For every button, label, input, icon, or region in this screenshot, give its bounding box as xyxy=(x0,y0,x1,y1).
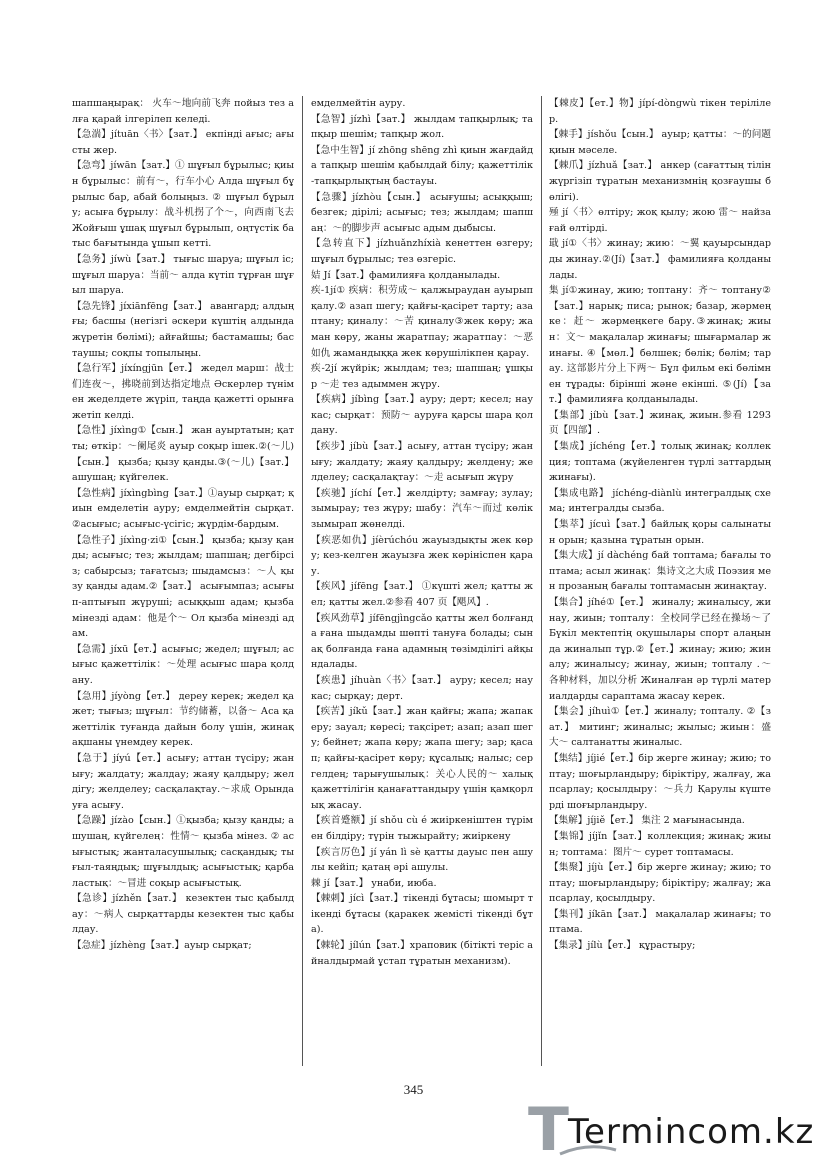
dictionary-entry: 【疾病】jíbìng【зат.】ауру; дерт; кесел; наукас; сырқат：预防～ ауруға қарсы шара қолдану. xyxy=(311,394,533,437)
dictionary-entry: 【集部】jíbù【зат.】жинақ, жиын.参看 1293 页【四部】. xyxy=(549,409,771,437)
dictionary-entry: 【急务】jíwù【зат.】 тығыс шаруа; шұғыл іс; шұғыл шаруа：当前～ алда күтіп тұрған шұғыл шаруа. xyxy=(72,253,294,297)
dictionary-entry: 【集录】jílù【ет.】 құрастыру; xyxy=(549,940,696,952)
logo-t-mark: T xyxy=(528,1095,569,1165)
dictionary-entry: 【急智】jízhì【зат.】 жылдам тапқырлық; тапқыр шешім; тапқыр жол. xyxy=(311,113,533,141)
dictionary-entry: 【急症】jízhèng【зат.】ауыр сырқат; xyxy=(72,940,252,952)
page-number: 345 xyxy=(403,1082,424,1097)
dictionary-entry: 【疾苦】jíkǔ【зат.】жан қайғы; жапа; жапакеру; зауал; көресі; тақсірет; азап; азап шегу; бейнет; жапа көру; жапа шегу; зар; қасап; қайғы-қасірет көру; құсалық; налыс; сергелдең; тарығушылық：关心人民的～ халық қажеттілігін қанағаттандыру үшін қамқорлық жасау. xyxy=(311,706,533,811)
dictionary-entry: 【集大成】jí dàchéng бай топтама; бағалы топтама; асыл жинақ：集诗文之大成 Поэзия мен прозаның бағалы топтамасын жинақтау. xyxy=(549,550,771,593)
dictionary-entry: 【急性病】jíxìngbìng【зат.】①ауыр сырқат; қиын емделетін ауру; емделмейтін сырқат.②асығыс; асығыс-үсігіс; жүрдім-бардым. xyxy=(72,487,294,531)
dictionary-entry: 【疾言厉色】jí yán lì sè қатты дауыс пен ашулы кейіп; қатаң әрі ашулы. xyxy=(311,846,533,874)
dictionary-entry: 【疾恶如仇】jíèrúchóu жауыздықты жек көру; кез-келген жауызға жек көрініспен қарау. xyxy=(311,534,533,577)
dictionary-page xyxy=(72,96,772,1066)
dictionary-entry: 【疾风】jífēng【зат.】 ①күшті жел; қатты жел; қатты жел.②参看 407 页【飓风】. xyxy=(311,581,533,608)
logo-swoosh-icon xyxy=(558,1140,618,1158)
dictionary-entry: 【棘爪】jízhuǎ【зат.】 анкер (сағаттың тілін жүргізіп тұратын механизмнің қозғаушы бөлігі). xyxy=(549,160,771,203)
dictionary-entry: 【集聚】jíjù【ет.】бір жерге жинау; жию; топтау; шоғырландыру; біріктіру; жалғау; жапсарлау, қосылдыру. xyxy=(549,862,771,905)
dictionary-entry: 【急转直下】jízhuǎnzhíxià кенеттен өзгеру; шұғыл бұрылыс; тез өзгеріс. xyxy=(311,238,533,265)
dictionary-entry: 【急弯】jíwān【зат.】① шұғыл бұрылыс; қиын бұрылыс：前有～，行车小心 Алда шұғыл бұрылыс бар, абай болыңыз. ② шұғыл бұрылу; асыға бұрылу：战斗机拐了个～，向西南飞去 Жойғыш ұшақ шұғыл бұрылып, оңтүстік батыс бағытында ұшып кетті. xyxy=(72,160,294,250)
logo-wordmark: Termincom.kz xyxy=(568,1112,815,1152)
dictionary-entry: 【集萃】jícuì【зат.】байлық қоры салынатын орын; қазына тұратын орын. xyxy=(549,519,771,546)
dictionary-entry: 集 jí①жинау, жию; топтану：齐～ топтану②【зат.】нарық; писа; рынок; базар, жәрмеңке：赶～ жәрмеңкеге бару.③жинақ; жиын：文～ мақалалар жинағы; шығармалар жинағы. ④【мөл.】бөлшек; бөлік; бөлім; тарау. 这部影片分上下两～ Бұл фильм екі бөлімнен тұрады: бірінші және екінші. ⑤(Jí)【зат.】фамилияға қолданылады. xyxy=(549,285,771,406)
dictionary-entry: 【疾首蹙额】jí shǒu cù é жиіркеніштен түрімен білдіру; түрін тыжырайту; жиіркену xyxy=(311,815,533,842)
dictionary-entry: 【疾风劲草】jífēngjìngcǎo қатты жел болғанда ғана шыдамды шөпті тануға болады; сынақ болғанда ғана адамның төзімділігі айқындалады. xyxy=(311,612,533,671)
dictionary-entry: 疾-2jí жүйрік; жылдам; тез; шапшаң; ұшқыр ～走 тез адыммен жүру. xyxy=(311,363,533,390)
dictionary-entry: 【集解】jíjiě【ет.】 集注 2 мағынасында. xyxy=(549,815,745,827)
dictionary-entry: 【棘手】jíshǒu【сын.】 ауыр; қатты：～的问题 қиын мәселе. xyxy=(549,129,771,156)
dictionary-entry: 【集会】jíhuì①【ет.】жиналу; топталу. ②【зат.】 митинг; жиналыс; жылыс; жиын：盛大～ салтанатты жиналыс. xyxy=(549,706,771,749)
dictionary-entry: 【集结】jíjié【ет.】бір жерге жинау; жию; топтау; шоғырландыру; біріктіру, жалғау, жапсарлау; қосылдыру：～兵力 Қарулы күштерді шоғырландыру. xyxy=(549,752,771,811)
dictionary-entry: 【急需】jíxū【ет.】асығыс; жедел; шұғыл; асығыс қажеттілік：～处理 асығыс шара қолдану. xyxy=(72,643,294,686)
termincom-logo[interactable] xyxy=(528,1095,818,1165)
dictionary-entry: 【急行军】jíxíngjūn【ет.】 жедел марш：战士们连夜～，拂晓前到达指定地点 Әскерлер түнімен жеделдете жүріп, таңда қажетті орынға жетіп келді. xyxy=(72,363,294,421)
dictionary-entry: 【集合】jíhé①【ет.】 жиналу; жиналысу, жинау, жиын; топталу：全校同学已经在操场～了 Бүкіл мектептің оқушылары спорт алаңында жиналып тұр.②【ет.】жинау; жию; жиналу; жиналысу; жинау, жиын; топталу .～各种材料，加以分析 Жиналған әр түрлі материалдарды сараптама жасау керек. xyxy=(549,597,771,702)
column-right xyxy=(549,96,771,1066)
dictionary-entry: 【集锦】jíjǐn【зат.】коллекция; жинақ; жиын; топтама：图片～ сурет топтамасы. xyxy=(549,830,771,858)
dictionary-entry: емделмейтін ауру. xyxy=(311,98,406,109)
dictionary-entry: 【集成电路】 jíchéng-diànlù интегралдық схема; интегралды сызба. xyxy=(549,487,771,515)
dictionary-entry: 【疾患】jíhuàn〈书〉【зат.】 ауру; кесел; наукас; сырқау; дерт. xyxy=(311,674,533,702)
dictionary-entry: 【急于】jíyú【ет.】асығу; аттан түсіру; жанығу; жалдату; жалдау; жаяу қалдыру; желдігу; желделеу; сасқалақтау.～求成 Орындауға асығу. xyxy=(72,752,294,811)
dictionary-entry: 【棘轮】jílún【зат.】храповик (бітікті теріс айналдырмай ұстап тұратын механизм). xyxy=(311,940,533,967)
dictionary-entry: 殛 jí〈书〉өлтіру; жоқ қылу; жою 雷～ найзағай өлтірді. xyxy=(549,207,771,234)
dictionary-entry: 【急先锋】jíxiānfēng【зат.】 авангард; алдыңғы; басшы (негізгі әскери күштің алдында жүретін бөлімі); айғайшы; бастамашы; бастаушы; соқпы топылыңы. xyxy=(72,300,294,359)
dictionary-entry: 【疾驰】jíchí【ет.】желдірту; замғау; зулау; зымырау; тез жүру; шабу：汽车～而过 көлік зымырап жөнелді. xyxy=(311,487,533,531)
dictionary-entry: 【集刊】jíkān【зат.】 мақалалар жинағы; топтама. xyxy=(549,908,771,936)
dictionary-entry: 棘 jí【зат.】 унаби, июба. xyxy=(311,877,437,889)
column-middle xyxy=(311,96,533,1066)
dictionary-entry: 【集成】jíchéng【ет.】толық жинақ; коллекция; топтама (жүйеленген түрлі заттардың жинағы). xyxy=(549,441,771,484)
dictionary-entry: 【急中生智】jí zhōng shēng zhì қиын жағдайда тапқыр шешім қабылдай білу; қажеттілік-тапқырлықтың бастауы. xyxy=(311,144,533,187)
dictionary-entry: шапшаңырақ： 火车～地向前飞奔 пойыз тез алға қарай ілгерілеп келеді. xyxy=(72,98,294,125)
column-divider xyxy=(302,96,303,1066)
dictionary-entry: 【急湍】jítuān〈书〉【зат.】 екпінді ағыс; ағысты жер. xyxy=(72,129,294,156)
dictionary-entry: 【棘皮】【ет.】物】jípí-dòngwù тікен терілілер. xyxy=(549,98,771,125)
column-left xyxy=(72,96,294,1066)
dictionary-entry: 【急性子】jíxìng·zi①【сын.】 қызба; қызу қанды; асығыс; тез; жылдам; шапшаң; дегбірсіз; сабырсыз; тағатсыз; шыдамсыз：～人 қызу қанды адам.②【зат.】 асығымпаз; асығып-аптығып жүрушi; асыққыш адам; қызба мінезді адам：他是个～ Ол қызба мінезді адам. xyxy=(72,534,294,640)
dictionary-entry: 姞 Jí【зат.】фамилияға қолданылады. xyxy=(311,269,501,281)
dictionary-entry: 【棘刺】jícì【зат.】тікенді бұтасы; шомырт тікенді бұтасы (қаракек жемісті тікенді бұта). xyxy=(311,893,533,936)
column-divider xyxy=(541,96,542,1066)
dictionary-entry: 疾-1jí① 疾病：积劳成～ қалжыраудан ауырып қалу.② азап шегу; қайғы-қасірет тарту; азаптану; қиналу：～苦 қиналу③жек көру; жаман көру, жаны жаратпау; жаратпау：～恶如仇 жамандыққа жек көрушілікпен қарау. xyxy=(311,285,533,359)
dictionary-entry: 【急诊】jízhěn【зат.】 кезектен тыс қабылдау：～病人 сырқаттарды кезектен тыс қабылдау. xyxy=(72,893,294,936)
dictionary-entry: 【疾步】jíbù【зат.】асығу, аттан түсіру; жанығу; жалдату; жаяу қалдыру; желдену; желделеу; сасқалақтау：～走 асығып жүру xyxy=(311,441,533,484)
dictionary-entry: 【急性】jíxìng①【сын.】 жан ауыртатын; қатты; өткір：～阑尾炎 ауыр соқыр ішек.②(～儿)【сын.】 қызба; қызу қанды.③(～儿)【зат.】 ашушаң; күйгелек. xyxy=(72,425,294,484)
dictionary-entry: 【急骤】jízhòu【сын.】 асығушы; асыққыш; безгек; дірілі; асығыс; тез; жылдам; шапшаң：～的脚步声 асығыс адым дыбысы. xyxy=(311,191,533,234)
dictionary-entry: 【急用】jíyòng【ет.】 дереу керек; жедел қажет; тығыз; шұғыл：节约储蓄，以备～ Аса қажеттілік туғанда дайын болу үшін, жинақ ақшаны үнемдеу керек. xyxy=(72,690,294,749)
dictionary-entry: 戢 jí①〈书〉жинау; жию：～翼 қауырсындарды жинау.②(Jí)【зат.】 фамилияға қолданылады. xyxy=(549,238,771,281)
dictionary-entry: 【急躁】jízào【сын.】①қызба; қызу қанды; ашушаң, күйгелең：性情～ қызба мінез. ② асығыстық; жанталасушылық; сасқандық; тығыл-таяңдық; шұғылдық; асығыстық; қарбаластық：～冒进 соқыр асығыстық. xyxy=(72,815,294,889)
